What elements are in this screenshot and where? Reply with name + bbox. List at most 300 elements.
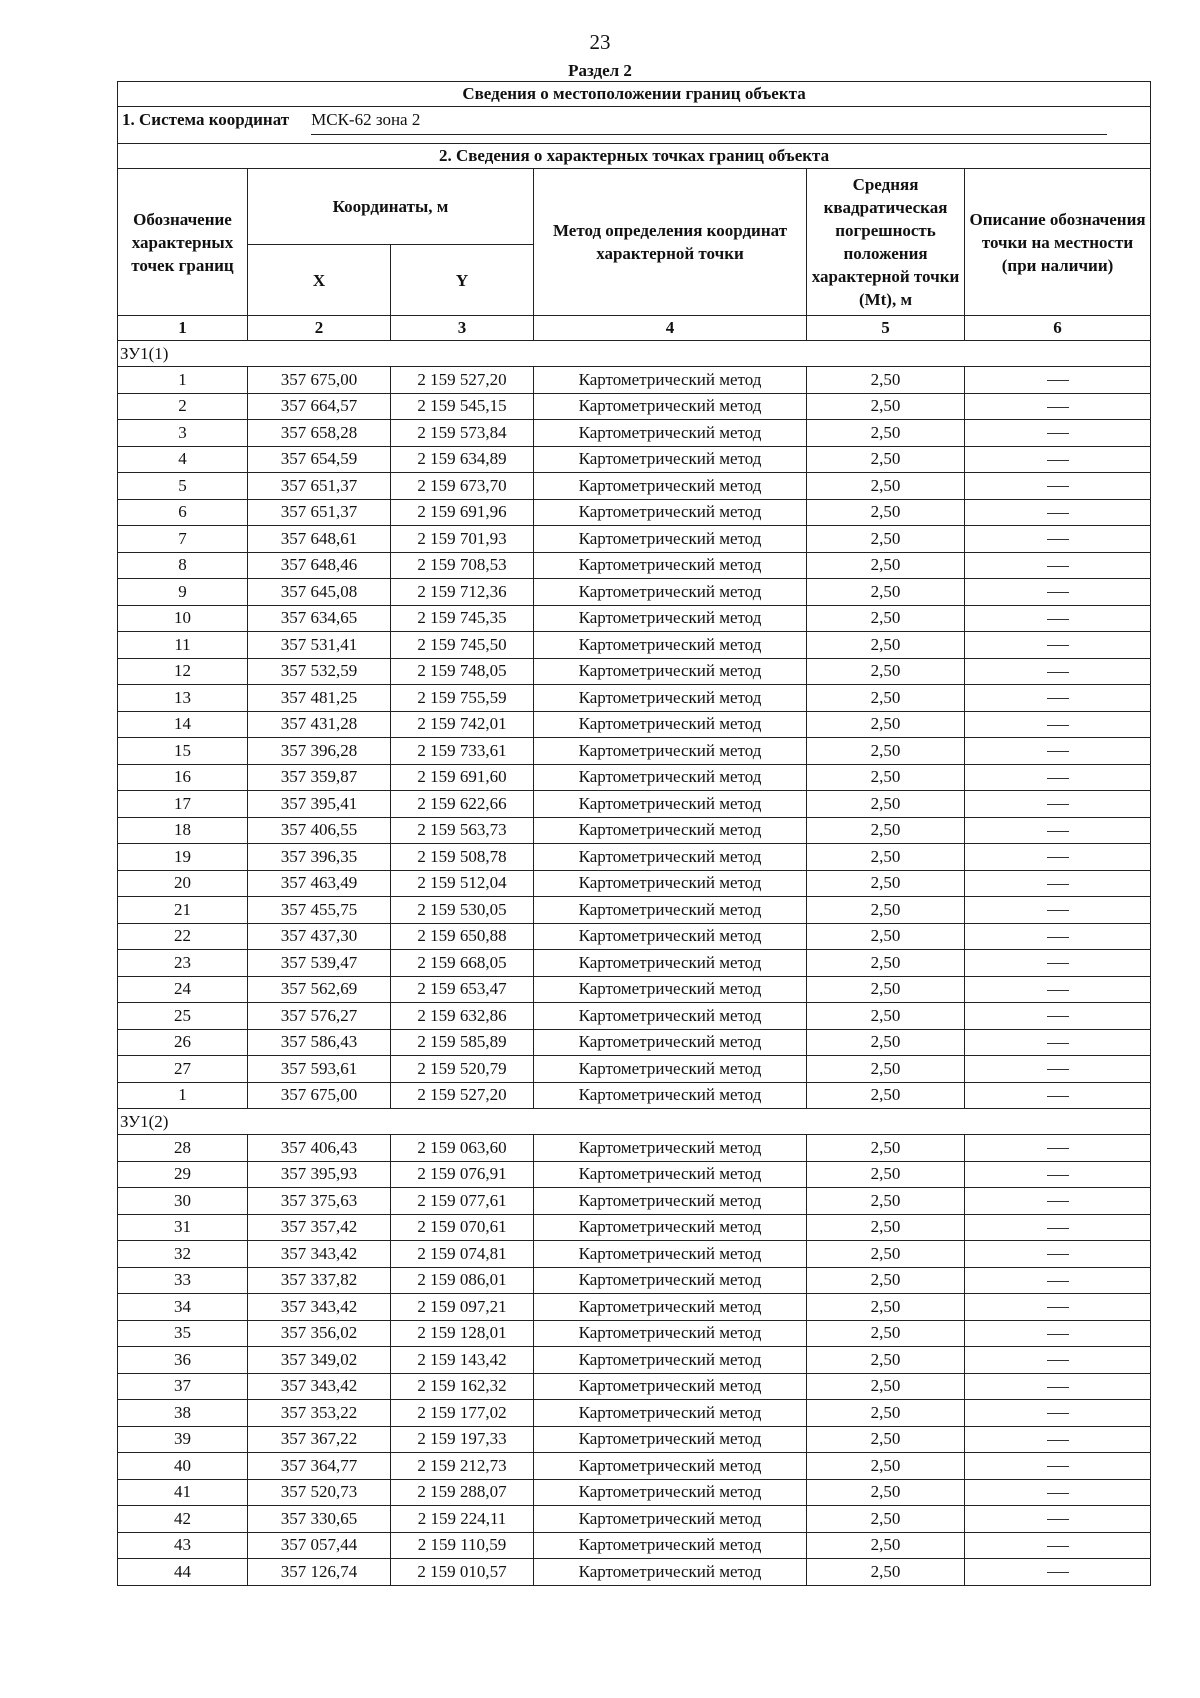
accuracy-cell: 2,50 — [807, 1453, 965, 1480]
x-coordinate-cell: 357 634,65 — [248, 605, 391, 632]
dash-mark — [1047, 1387, 1069, 1388]
dash-mark — [1047, 751, 1069, 752]
x-coordinate-cell: 357 367,22 — [248, 1426, 391, 1453]
x-coordinate-cell: 357 651,37 — [248, 473, 391, 500]
point-number-cell: 38 — [118, 1400, 248, 1427]
point-number-cell: 13 — [118, 685, 248, 712]
description-cell — [965, 791, 1151, 818]
dash-mark — [1047, 910, 1069, 911]
table-row — [118, 526, 1151, 553]
x-coordinate-cell: 357 330,65 — [248, 1506, 391, 1533]
x-coordinate-cell: 357 675,00 — [248, 1082, 391, 1109]
point-number-cell: 29 — [118, 1161, 248, 1188]
table-row — [118, 1453, 1151, 1480]
table-row — [118, 658, 1151, 685]
method-cell: Картометрический метод — [534, 1559, 807, 1586]
dash-mark — [1047, 1201, 1069, 1202]
table-row — [118, 844, 1151, 871]
table-row — [118, 1373, 1151, 1400]
method-cell: Картометрический метод — [534, 499, 807, 526]
accuracy-cell: 2,50 — [807, 420, 965, 447]
y-coordinate-cell: 2 159 712,36 — [391, 579, 534, 606]
method-cell: Картометрический метод — [534, 1320, 807, 1347]
table-row — [118, 473, 1151, 500]
dash-mark — [1047, 1440, 1069, 1441]
table-row — [118, 1426, 1151, 1453]
point-number-cell: 42 — [118, 1506, 248, 1533]
x-coordinate-cell: 357 437,30 — [248, 923, 391, 950]
description-cell — [965, 446, 1151, 473]
method-cell: Картометрический метод — [534, 473, 807, 500]
description-cell — [965, 1056, 1151, 1083]
x-coordinate-cell: 357 396,35 — [248, 844, 391, 871]
x-coordinate-cell: 357 395,93 — [248, 1161, 391, 1188]
method-cell: Картометрический метод — [534, 632, 807, 659]
accuracy-cell: 2,50 — [807, 1559, 965, 1586]
dash-mark — [1047, 1281, 1069, 1282]
header-accuracy: Средняя квадратическая погрешность положения характерной точки (Mt), м — [807, 169, 965, 316]
y-coordinate-cell: 2 159 708,53 — [391, 552, 534, 579]
dash-mark — [1047, 1360, 1069, 1361]
method-cell: Картометрический метод — [534, 1267, 807, 1294]
accuracy-cell: 2,50 — [807, 976, 965, 1003]
header-designation: Обозначение характерных точек границ — [118, 169, 248, 316]
accuracy-cell: 2,50 — [807, 685, 965, 712]
table-row — [118, 1188, 1151, 1215]
y-coordinate-cell: 2 159 668,05 — [391, 950, 534, 977]
dash-mark — [1047, 1307, 1069, 1308]
description-cell — [965, 711, 1151, 738]
point-number-cell: 31 — [118, 1214, 248, 1241]
x-coordinate-cell: 357 349,02 — [248, 1347, 391, 1374]
accuracy-cell: 2,50 — [807, 923, 965, 950]
point-number-cell: 25 — [118, 1003, 248, 1030]
description-cell — [965, 844, 1151, 871]
y-coordinate-cell: 2 159 010,57 — [391, 1559, 534, 1586]
point-number-cell: 20 — [118, 870, 248, 897]
column-number: 4 — [534, 316, 807, 341]
x-coordinate-cell: 357 343,42 — [248, 1241, 391, 1268]
y-coordinate-cell: 2 159 086,01 — [391, 1267, 534, 1294]
point-number-cell: 33 — [118, 1267, 248, 1294]
header-y: Y — [391, 245, 534, 316]
y-coordinate-cell: 2 159 634,89 — [391, 446, 534, 473]
header-method: Метод определения координат характерной точки — [534, 169, 807, 316]
table-row — [118, 791, 1151, 818]
method-cell: Картометрический метод — [534, 1241, 807, 1268]
accuracy-cell: 2,50 — [807, 1400, 965, 1427]
method-cell: Картометрический метод — [534, 1056, 807, 1083]
method-cell: Картометрический метод — [534, 526, 807, 553]
y-coordinate-cell: 2 159 653,47 — [391, 976, 534, 1003]
accuracy-cell: 2,50 — [807, 526, 965, 553]
accuracy-cell: 2,50 — [807, 1320, 965, 1347]
point-number-cell: 27 — [118, 1056, 248, 1083]
method-cell: Картометрический метод — [534, 446, 807, 473]
accuracy-cell: 2,50 — [807, 897, 965, 924]
y-coordinate-cell: 2 159 197,33 — [391, 1426, 534, 1453]
group-row — [118, 341, 1151, 367]
point-number-cell: 5 — [118, 473, 248, 500]
y-coordinate-cell: 2 159 512,04 — [391, 870, 534, 897]
method-cell: Картометрический метод — [534, 1532, 807, 1559]
x-coordinate-cell: 357 353,22 — [248, 1400, 391, 1427]
table-row — [118, 1003, 1151, 1030]
accuracy-cell: 2,50 — [807, 711, 965, 738]
x-coordinate-cell: 357 364,77 — [248, 1453, 391, 1480]
dash-mark — [1047, 460, 1069, 461]
column-number: 2 — [248, 316, 391, 341]
point-number-cell: 18 — [118, 817, 248, 844]
description-cell — [965, 1135, 1151, 1162]
boundary-points-table — [117, 81, 1151, 1586]
point-number-cell: 39 — [118, 1426, 248, 1453]
y-coordinate-cell: 2 159 530,05 — [391, 897, 534, 924]
column-number: 6 — [965, 316, 1151, 341]
table-row — [118, 1161, 1151, 1188]
y-coordinate-cell: 2 159 070,61 — [391, 1214, 534, 1241]
table-row — [118, 632, 1151, 659]
description-cell — [965, 1426, 1151, 1453]
accuracy-cell: 2,50 — [807, 499, 965, 526]
x-coordinate-cell: 357 359,87 — [248, 764, 391, 791]
x-coordinate-cell: 357 463,49 — [248, 870, 391, 897]
description-cell — [965, 897, 1151, 924]
point-number-cell: 19 — [118, 844, 248, 871]
accuracy-cell: 2,50 — [807, 579, 965, 606]
accuracy-cell: 2,50 — [807, 1188, 965, 1215]
y-coordinate-cell: 2 159 288,07 — [391, 1479, 534, 1506]
y-coordinate-cell: 2 159 177,02 — [391, 1400, 534, 1427]
dash-mark — [1047, 1493, 1069, 1494]
point-number-cell: 30 — [118, 1188, 248, 1215]
x-coordinate-cell: 357 586,43 — [248, 1029, 391, 1056]
accuracy-cell: 2,50 — [807, 473, 965, 500]
description-cell — [965, 1267, 1151, 1294]
description-cell — [965, 738, 1151, 765]
point-number-cell: 1 — [118, 367, 248, 394]
y-coordinate-cell: 2 159 755,59 — [391, 685, 534, 712]
description-cell — [965, 526, 1151, 553]
x-coordinate-cell: 357 675,00 — [248, 367, 391, 394]
accuracy-cell: 2,50 — [807, 738, 965, 765]
dash-mark — [1047, 380, 1069, 381]
y-coordinate-cell: 2 159 745,35 — [391, 605, 534, 632]
dash-mark — [1047, 1069, 1069, 1070]
description-cell — [965, 1294, 1151, 1321]
point-number-cell: 37 — [118, 1373, 248, 1400]
dash-mark — [1047, 1254, 1069, 1255]
y-coordinate-cell: 2 159 563,73 — [391, 817, 534, 844]
x-coordinate-cell: 357 648,61 — [248, 526, 391, 553]
y-coordinate-cell: 2 159 585,89 — [391, 1029, 534, 1056]
y-coordinate-cell: 2 159 701,93 — [391, 526, 534, 553]
description-cell — [965, 367, 1151, 394]
table-row — [118, 1479, 1151, 1506]
point-number-cell: 11 — [118, 632, 248, 659]
coord-system-row — [118, 107, 1151, 144]
point-number-cell: 16 — [118, 764, 248, 791]
table-row — [118, 1241, 1151, 1268]
header-coordinates: Координаты, м — [248, 169, 534, 245]
method-cell: Картометрический метод — [534, 817, 807, 844]
description-cell — [965, 870, 1151, 897]
description-cell — [965, 420, 1151, 447]
table-row — [118, 897, 1151, 924]
method-cell: Картометрический метод — [534, 764, 807, 791]
y-coordinate-cell: 2 159 212,73 — [391, 1453, 534, 1480]
accuracy-cell: 2,50 — [807, 817, 965, 844]
table-row — [118, 579, 1151, 606]
y-coordinate-cell: 2 159 110,59 — [391, 1532, 534, 1559]
accuracy-cell: 2,50 — [807, 632, 965, 659]
dash-mark — [1047, 1334, 1069, 1335]
y-coordinate-cell: 2 159 632,86 — [391, 1003, 534, 1030]
y-coordinate-cell: 2 159 520,79 — [391, 1056, 534, 1083]
x-coordinate-cell: 357 481,25 — [248, 685, 391, 712]
x-coordinate-cell: 357 343,42 — [248, 1294, 391, 1321]
table-row — [118, 817, 1151, 844]
method-cell: Картометрический метод — [534, 1214, 807, 1241]
table-row — [118, 1214, 1151, 1241]
accuracy-cell: 2,50 — [807, 1029, 965, 1056]
group-name: ЗУ1(1) — [118, 341, 1151, 367]
accuracy-cell: 2,50 — [807, 367, 965, 394]
x-coordinate-cell: 357 126,74 — [248, 1559, 391, 1586]
x-coordinate-cell: 357 562,69 — [248, 976, 391, 1003]
description-cell — [965, 605, 1151, 632]
table-row — [118, 738, 1151, 765]
point-number-cell: 23 — [118, 950, 248, 977]
method-cell: Картометрический метод — [534, 367, 807, 394]
table-row — [118, 976, 1151, 1003]
dash-mark — [1047, 1016, 1069, 1017]
description-cell — [965, 1347, 1151, 1374]
method-cell: Картометрический метод — [534, 1082, 807, 1109]
x-coordinate-cell: 357 539,47 — [248, 950, 391, 977]
x-coordinate-cell: 357 531,41 — [248, 632, 391, 659]
description-cell — [965, 976, 1151, 1003]
accuracy-cell: 2,50 — [807, 844, 965, 871]
x-coordinate-cell: 357 664,57 — [248, 393, 391, 420]
accuracy-cell: 2,50 — [807, 1426, 965, 1453]
table-row — [118, 764, 1151, 791]
description-cell — [965, 1161, 1151, 1188]
method-cell: Картометрический метод — [534, 1029, 807, 1056]
coord-system-value: МСК-62 зона 2 — [311, 110, 1107, 135]
point-number-cell: 14 — [118, 711, 248, 738]
y-coordinate-cell: 2 159 128,01 — [391, 1320, 534, 1347]
accuracy-cell: 2,50 — [807, 1347, 965, 1374]
dash-mark — [1047, 645, 1069, 646]
method-cell: Картометрический метод — [534, 1188, 807, 1215]
column-number: 5 — [807, 316, 965, 341]
table-row — [118, 552, 1151, 579]
dash-mark — [1047, 539, 1069, 540]
point-number-cell: 7 — [118, 526, 248, 553]
header-description: Описание обозначения точки на местности (при наличии) — [965, 169, 1151, 316]
y-coordinate-cell: 2 159 063,60 — [391, 1135, 534, 1162]
method-cell: Картометрический метод — [534, 579, 807, 606]
y-coordinate-cell: 2 159 076,91 — [391, 1161, 534, 1188]
y-coordinate-cell: 2 159 527,20 — [391, 1082, 534, 1109]
point-number-cell: 35 — [118, 1320, 248, 1347]
description-cell — [965, 1559, 1151, 1586]
table-row — [118, 1506, 1151, 1533]
description-cell — [965, 685, 1151, 712]
method-cell: Картометрический метод — [534, 950, 807, 977]
description-cell — [965, 950, 1151, 977]
description-cell — [965, 1188, 1151, 1215]
x-coordinate-cell: 357 431,28 — [248, 711, 391, 738]
method-cell: Картометрический метод — [534, 1135, 807, 1162]
y-coordinate-cell: 2 159 733,61 — [391, 738, 534, 765]
y-coordinate-cell: 2 159 650,88 — [391, 923, 534, 950]
points-title: 2. Сведения о характерных точках границ объекта — [118, 144, 1151, 169]
x-coordinate-cell: 357 651,37 — [248, 499, 391, 526]
method-cell: Картометрический метод — [534, 1453, 807, 1480]
accuracy-cell: 2,50 — [807, 1373, 965, 1400]
dash-mark — [1047, 963, 1069, 964]
method-cell: Картометрический метод — [534, 1506, 807, 1533]
accuracy-cell: 2,50 — [807, 446, 965, 473]
y-coordinate-cell: 2 159 691,60 — [391, 764, 534, 791]
method-cell: Картометрический метод — [534, 1294, 807, 1321]
point-number-cell: 28 — [118, 1135, 248, 1162]
description-cell — [965, 923, 1151, 950]
y-coordinate-cell: 2 159 745,50 — [391, 632, 534, 659]
y-coordinate-cell: 2 159 573,84 — [391, 420, 534, 447]
method-cell: Картометрический метод — [534, 738, 807, 765]
accuracy-cell: 2,50 — [807, 1214, 965, 1241]
method-cell: Картометрический метод — [534, 923, 807, 950]
description-cell — [965, 1320, 1151, 1347]
point-number-cell: 26 — [118, 1029, 248, 1056]
y-coordinate-cell: 2 159 545,15 — [391, 393, 534, 420]
x-coordinate-cell: 357 648,46 — [248, 552, 391, 579]
dash-mark — [1047, 566, 1069, 567]
point-number-cell: 43 — [118, 1532, 248, 1559]
description-cell — [965, 1241, 1151, 1268]
accuracy-cell: 2,50 — [807, 1506, 965, 1533]
dash-mark — [1047, 1175, 1069, 1176]
dash-mark — [1047, 804, 1069, 805]
table-row — [118, 1082, 1151, 1109]
method-cell: Картометрический метод — [534, 870, 807, 897]
x-coordinate-cell: 357 375,63 — [248, 1188, 391, 1215]
description-cell — [965, 499, 1151, 526]
dash-mark — [1047, 1043, 1069, 1044]
section-title: Раздел 2 — [568, 61, 632, 80]
x-coordinate-cell: 357 520,73 — [248, 1479, 391, 1506]
accuracy-cell: 2,50 — [807, 1241, 965, 1268]
accuracy-cell: 2,50 — [807, 870, 965, 897]
description-cell — [965, 1029, 1151, 1056]
y-coordinate-cell: 2 159 748,05 — [391, 658, 534, 685]
table-row — [118, 1532, 1151, 1559]
x-coordinate-cell: 357 343,42 — [248, 1373, 391, 1400]
dash-mark — [1047, 884, 1069, 885]
description-cell — [965, 473, 1151, 500]
table-row — [118, 1320, 1151, 1347]
x-coordinate-cell: 357 645,08 — [248, 579, 391, 606]
description-cell — [965, 1003, 1151, 1030]
point-number-cell: 34 — [118, 1294, 248, 1321]
method-cell: Картометрический метод — [534, 685, 807, 712]
dash-mark — [1047, 672, 1069, 673]
accuracy-cell: 2,50 — [807, 1135, 965, 1162]
y-coordinate-cell: 2 159 691,96 — [391, 499, 534, 526]
dash-mark — [1047, 1228, 1069, 1229]
method-cell: Картометрический метод — [534, 393, 807, 420]
accuracy-cell: 2,50 — [807, 1532, 965, 1559]
description-cell — [965, 552, 1151, 579]
dash-mark — [1047, 778, 1069, 779]
table-row — [118, 1029, 1151, 1056]
accuracy-cell: 2,50 — [807, 1294, 965, 1321]
description-cell — [965, 1373, 1151, 1400]
accuracy-cell: 2,50 — [807, 552, 965, 579]
accuracy-cell: 2,50 — [807, 764, 965, 791]
description-cell — [965, 1214, 1151, 1241]
x-coordinate-cell: 357 406,43 — [248, 1135, 391, 1162]
method-cell: Картометрический метод — [534, 1003, 807, 1030]
method-cell: Картометрический метод — [534, 1479, 807, 1506]
point-number-cell: 9 — [118, 579, 248, 606]
method-cell: Картометрический метод — [534, 552, 807, 579]
accuracy-cell: 2,50 — [807, 605, 965, 632]
dash-mark — [1047, 725, 1069, 726]
table-row — [118, 446, 1151, 473]
point-number-cell: 41 — [118, 1479, 248, 1506]
table-row — [118, 1135, 1151, 1162]
description-cell — [965, 1532, 1151, 1559]
table-row — [118, 367, 1151, 394]
method-cell: Картометрический метод — [534, 420, 807, 447]
point-number-cell: 1 — [118, 1082, 248, 1109]
dash-mark — [1047, 698, 1069, 699]
dash-mark — [1047, 937, 1069, 938]
header-x: X — [248, 245, 391, 316]
dash-mark — [1047, 1466, 1069, 1467]
table-row — [118, 685, 1151, 712]
dash-mark — [1047, 857, 1069, 858]
accuracy-cell: 2,50 — [807, 658, 965, 685]
accuracy-cell: 2,50 — [807, 1082, 965, 1109]
dash-mark — [1047, 1413, 1069, 1414]
x-coordinate-cell: 357 576,27 — [248, 1003, 391, 1030]
point-number-cell: 8 — [118, 552, 248, 579]
table-row — [118, 1559, 1151, 1586]
description-cell — [965, 658, 1151, 685]
table-row — [118, 923, 1151, 950]
x-coordinate-cell: 357 337,82 — [248, 1267, 391, 1294]
point-number-cell: 24 — [118, 976, 248, 1003]
method-cell: Картометрический метод — [534, 658, 807, 685]
accuracy-cell: 2,50 — [807, 1003, 965, 1030]
description-cell — [965, 1082, 1151, 1109]
accuracy-cell: 2,50 — [807, 1267, 965, 1294]
table-row — [118, 870, 1151, 897]
accuracy-cell: 2,50 — [807, 393, 965, 420]
dash-mark — [1047, 619, 1069, 620]
y-coordinate-cell: 2 159 527,20 — [391, 367, 534, 394]
dash-mark — [1047, 831, 1069, 832]
dash-mark — [1047, 990, 1069, 991]
y-coordinate-cell: 2 159 097,21 — [391, 1294, 534, 1321]
description-cell — [965, 1400, 1151, 1427]
table-row — [118, 420, 1151, 447]
